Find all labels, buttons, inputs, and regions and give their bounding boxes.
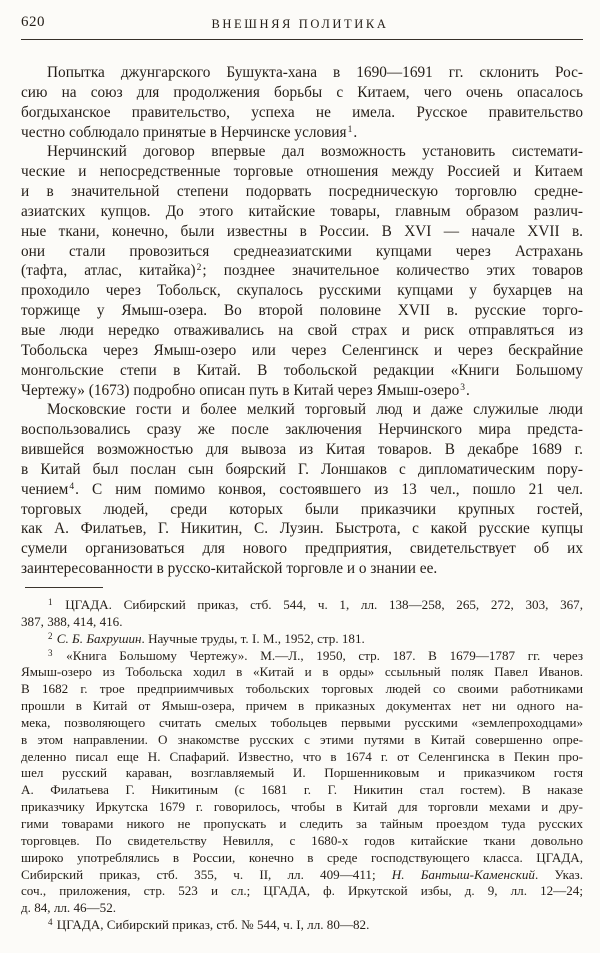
text-line: ческие и непосредственные торговые отношения между Россией и Китаем (21, 163, 583, 181)
text-line: шел русский караван, возглавляемый И. Поршенниковым и приказчиком гостя (21, 765, 583, 781)
text-line: Попытка джунгарского Бушукта-хана в 1690—1691 гг. склонить Рос- (47, 64, 583, 81)
text-line: Московские гости и более мелкий торговый люд и даже служилые люди (47, 401, 583, 419)
text-line: торжище у Ямыш-озера. Во второй половине XVII в. русские торго- (21, 302, 583, 320)
text-line: азиатских купцов. До этого китайские товары, главным образом различ- (21, 202, 583, 220)
body-text (21, 63, 583, 579)
running-title: ВНЕШНЯЯ ПОЛИТИКА (211, 17, 389, 31)
text-line: Чертежу» (1673) подробно описан путь в Китай через Ямыш-озеро$^3$. (21, 381, 470, 399)
header-rule (21, 39, 583, 40)
footnote-marker: 2 (196, 263, 202, 274)
footnote-separator (25, 587, 103, 588)
footnote-marker: 1 (48, 597, 53, 607)
text-line: В 1682 г. трое предприимчивых тобольских торговых людей со своими работниками (21, 681, 583, 697)
text-line: мека, позволяющего считать смелых тобольцев первыми русскими «землепроходцами» (21, 714, 583, 730)
text-line: вившейся возможностью для вывоза из Китая товаров. В декабре 1689 г. (21, 441, 583, 459)
text-line: Ямыш-озеро из Тобольска ходил в «Китай и в орды» ссыльный поляк Павел Иванов. (21, 664, 583, 680)
text-line: А. Филатьева Г. Никитиным (с 1681 г. Г. Никитин стал гостем). В наказе (21, 782, 583, 798)
text-line: вые люди нередко отваживались на свой страх и риск отправляться из (21, 321, 583, 339)
page-number: 620 (21, 14, 45, 30)
text-line: сумели организоваться для нового предприятия, свидетельствует об их (21, 540, 583, 558)
text-line: проходило через Тобольск, скупалось русскими купцами у бухарцев на (21, 282, 583, 300)
text-line: ные ткани, конечно, были известны в России. В XVI — начале XVII в. (21, 222, 583, 240)
text-line: Нерчинский договор впервые дал возможность установить системати- (47, 143, 583, 161)
text-line: $^1$ ЦГАДА. Сибирский приказ, стб. 544, ч. 1, лл. 138—258, 265, 272, 303, 367, (48, 597, 583, 612)
text-line: $^2$ С. Б. Бахрушин. Научные труды, т. I. М., 1952, стр. 181. (48, 630, 365, 646)
text-line: (тафта, атлас, китайка)$^2$; позднее значительное количество этих товаров (21, 262, 583, 280)
footnote-marker: 3 (460, 382, 466, 393)
text-line: д. 84, лл. 46—52. (21, 900, 117, 916)
text-line: Сибирский приказ, стб. 355, ч. II, лл. 409—411; Н. Бантыш-Каменский. Указ. (21, 866, 583, 882)
text-line: прошли в Китай от Ямыш-озера, причем в приказных документах нет ни одного на- (21, 698, 583, 714)
text-line: они стали провозиться среднеазиатскими купцами через Астрахань (21, 242, 583, 260)
text-line: широко употреблялись в России, конечно в среде господствующего класса. ЦГАДА, (21, 849, 583, 865)
text-line: монгольские степи в Китай. В тобольской редакции «Книги Большому (21, 361, 583, 379)
text-line: соч., приложения, стр. 523 и сл.; ЦГАДА, ф. Иркутской избы, д. 9, лл. 12—24; (21, 883, 583, 899)
footnote-marker: 3 (48, 647, 53, 658)
footnotes (21, 597, 583, 934)
text-line: честно соблюдало принятые в Нерчинске условия$^1$. (21, 123, 358, 141)
text-line: деленно писал еще Н. Спафарий. Известно, что в 1674 г. от Селенгинска в Пекин про- (21, 748, 583, 764)
text-line: воспользовались сразу же после заключения Нерчинского мира предста- (21, 421, 583, 439)
text-line: в Китай был послан сын боярский Г. Лоншаков с дипломатическим пору- (21, 460, 583, 478)
footnote-marker: 4 (69, 481, 75, 492)
text-line: как А. Филатьев, Г. Никитин, С. Лузин. Быстрота, с какой русские купцы (21, 520, 583, 538)
text-line: торговцев. По свидетельству Невилля, с 1680-х годов китайские ткани довольно (21, 832, 583, 848)
text-line: приказчику Иркутска 1679 г. говорилось, чтобы в Китай для торговли мехами и дру- (21, 799, 583, 815)
text-line: торговых людей, среди которых были приказчики крупных гостей, (21, 500, 583, 518)
text-line: богдыханское правительство, успеха не имела. Русское правительство (21, 103, 583, 121)
text-line: 387, 388, 414, 416. (21, 613, 123, 629)
footnote-marker: 1 (347, 124, 353, 135)
text-line: сию на союз для продолжения борьбы с Китаем, чего очень опасалось (21, 83, 583, 101)
text-line: и в значительной степени подорвать посредническую торговлю средне- (21, 183, 583, 201)
text-line: в этом направлении. О знакомстве русских с этими путями в Китай совершенно опре- (21, 731, 583, 747)
text-line: заинтересованности в русско-китайской торговле и о знании ее. (21, 560, 438, 578)
footnote-marker: 2 (48, 630, 53, 641)
text-line: Тобольска через Ямыш-озеро или через Селенгинск и через бескрайние (21, 341, 583, 359)
text-line: чением$^4$. С ним помимо конвоя, состоявшего из 13 чел., пошло 21 чел. (21, 480, 583, 498)
text-line: гими товарами никого не пропускать и следить за тайным проездом туда русских (21, 815, 583, 831)
footnote-marker: 4 (48, 917, 53, 928)
text-line: $^3$ «Книга Большому Чертежу». М.—Л., 1950, стр. 187. В 1679—1787 гг. через (48, 647, 583, 663)
text-line: $^4$ ЦГАДА, Сибирский приказ, стб. № 544, ч. I, лл. 80—82. (48, 917, 370, 933)
